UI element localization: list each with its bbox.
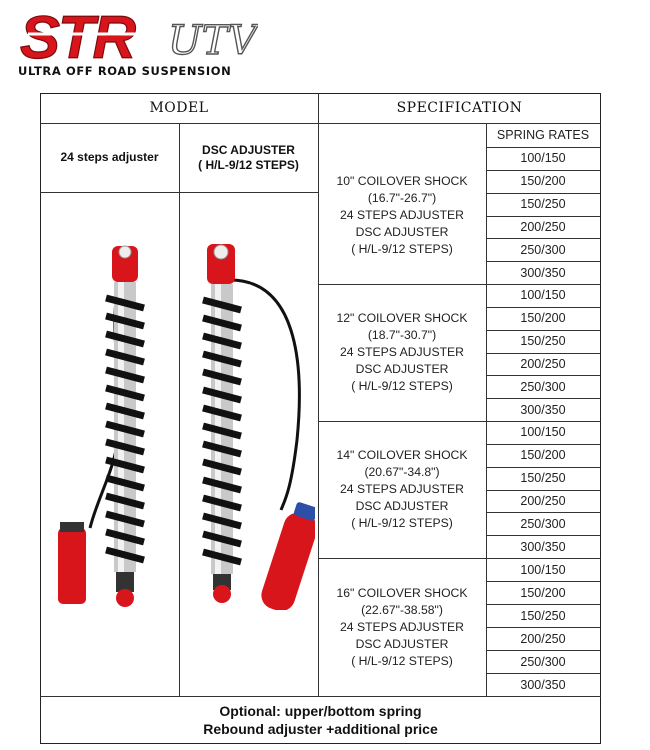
spec-line: ( H/L-9/12 STEPS) <box>351 516 453 530</box>
logo-str-text: STR <box>20 6 134 66</box>
spec-line: 24 STEPS ADJUSTER <box>340 619 464 634</box>
spring-rate-cell: 250/300 <box>520 516 566 531</box>
spec-line: DSC ADJUSTER <box>355 362 449 376</box>
spec-line: (18.7"-30.7") <box>367 328 437 342</box>
spec-group-2 <box>318 310 486 395</box>
spring-rate-cell: 200/250 <box>520 493 566 508</box>
footer-line-1: Optional: upper/bottom spring <box>219 703 422 719</box>
model-24-label: 24 steps adjuster <box>60 150 159 164</box>
shock-image-24-steps <box>50 238 175 618</box>
spec-line: 14" COILOVER SHOCK <box>336 448 468 462</box>
spec-line: ( H/L-9/12 STEPS) <box>351 653 453 668</box>
footer-note <box>40 696 601 744</box>
spec-line: (16.7"-26.7") <box>367 191 437 205</box>
spec-line: DSC ADJUSTER <box>355 636 449 651</box>
footer-line-2: Rebound adjuster +additional price <box>203 721 438 737</box>
spec-line: 24 STEPS ADJUSTER <box>340 345 464 359</box>
model-24-steps <box>40 123 179 192</box>
spring-rate-cell: 150/250 <box>520 608 566 623</box>
spring-rate-cell: 200/250 <box>520 631 566 646</box>
spring-rate-cell: 150/250 <box>520 334 566 349</box>
spec-line: 16" COILOVER SHOCK <box>336 585 468 600</box>
shock-image-dsc <box>185 240 315 610</box>
spring-rate-cell: 300/350 <box>520 402 566 417</box>
spring-rate-cell: 250/300 <box>520 654 566 669</box>
spec-line: 12" COILOVER SHOCK <box>336 311 468 325</box>
spring-rate-cell: 250/300 <box>520 242 566 257</box>
spec-line: 24 STEPS ADJUSTER <box>340 482 464 496</box>
model-dsc-line2: ( H/L-9/12 STEPS) <box>198 157 299 172</box>
spec-line: 10" COILOVER SHOCK <box>336 174 468 188</box>
spec-group-3 <box>318 447 486 532</box>
header-specification: SPECIFICATION <box>396 100 523 116</box>
model-dsc <box>179 123 318 192</box>
divider <box>40 192 318 193</box>
spec-group-4 <box>318 585 486 670</box>
spring-rate-cell: 250/300 <box>520 379 566 394</box>
spec-line: ( H/L-9/12 STEPS) <box>351 242 453 256</box>
header-model: MODEL <box>149 100 209 116</box>
spring-rate-cell: 100/150 <box>520 151 566 166</box>
spec-line: ( H/L-9/12 STEPS) <box>351 379 453 393</box>
spec-group-1 <box>318 173 486 258</box>
spring-rate-cell: 150/200 <box>520 448 566 463</box>
spring-rate-cell: 200/250 <box>520 356 566 371</box>
spring-rate-cell: 150/200 <box>520 174 566 189</box>
spec-line: DSC ADJUSTER <box>355 499 449 513</box>
spring-rate-cell: 300/350 <box>520 539 566 554</box>
spring-rates-header: SPRING RATES <box>496 128 590 142</box>
spec-line: (20.67"-34.8") <box>364 465 440 479</box>
spec-line: (22.67"-38.58") <box>361 602 443 617</box>
spring-rate-cell: 300/350 <box>520 677 566 692</box>
spec-line: DSC ADJUSTER <box>355 225 449 239</box>
brand-tagline: ULTRA OFF ROAD SUSPENSION <box>18 64 232 78</box>
spring-rate-cell: 200/250 <box>520 219 566 234</box>
spring-rate-cell: 150/250 <box>520 471 566 486</box>
model-dsc-line1: DSC ADJUSTER <box>202 142 295 157</box>
spring-rate-cell: 100/150 <box>520 288 566 303</box>
spring-rate-cell: 150/250 <box>520 197 566 212</box>
spec-line: 24 STEPS ADJUSTER <box>340 208 464 222</box>
divider <box>179 123 180 696</box>
spring-rate-cell: 150/200 <box>520 311 566 326</box>
spring-rate-cell: 100/150 <box>520 562 566 577</box>
spring-rate-cell: 150/200 <box>520 585 566 600</box>
spring-rate-cell: 300/350 <box>520 265 566 280</box>
logo-utv-script: UTV <box>168 18 258 64</box>
spring-rate-cell: 100/150 <box>520 425 566 440</box>
